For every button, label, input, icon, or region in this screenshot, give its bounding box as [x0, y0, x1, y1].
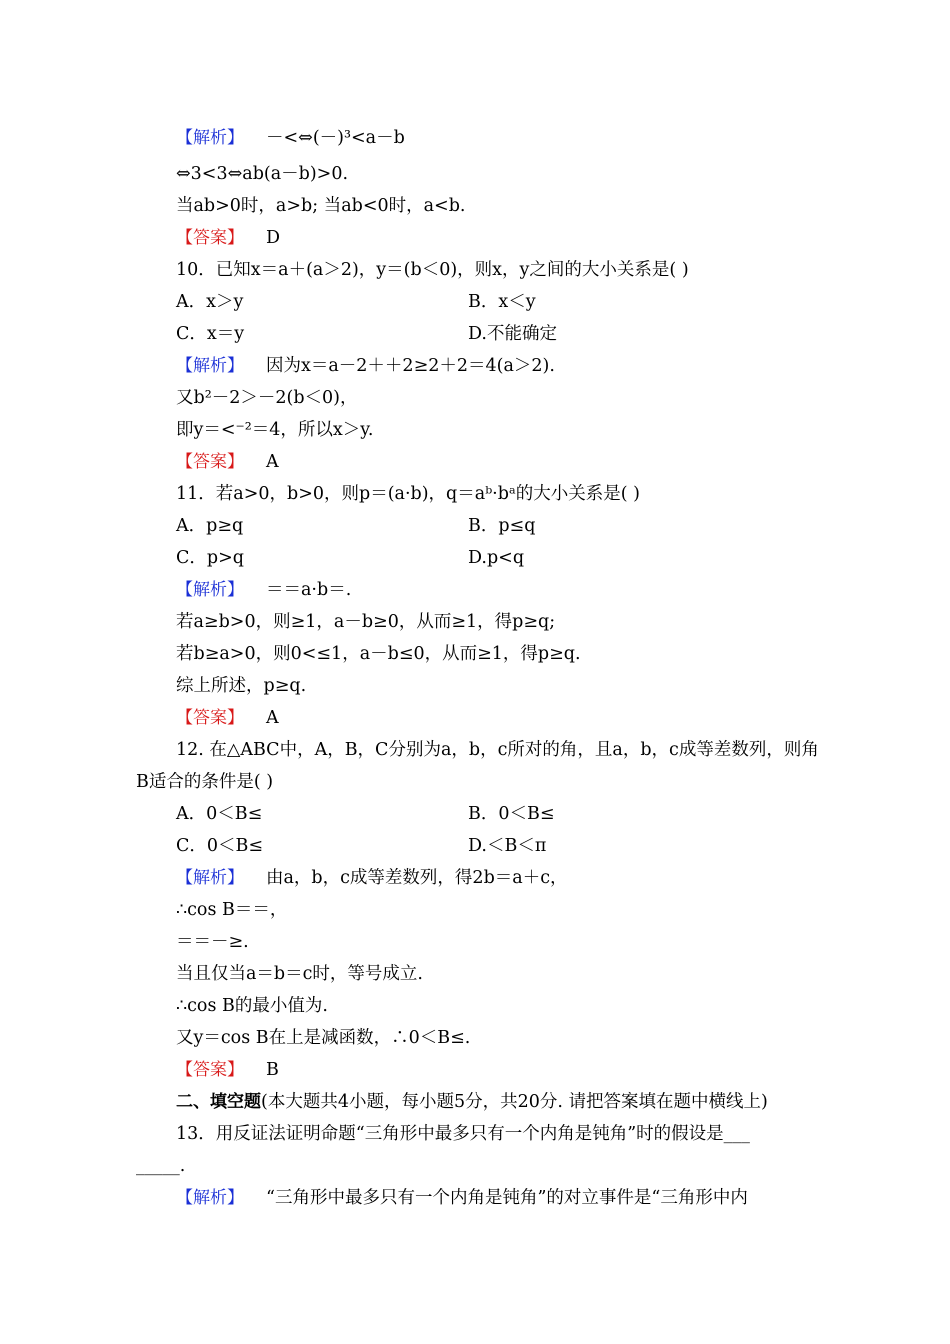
answer-tag: 【答案】: [176, 1060, 244, 1080]
q12-analysis-line: [176, 866, 568, 890]
q12-answer-line: [176, 1058, 279, 1082]
q12-analysis-line-3: ＝＝－≥.: [176, 932, 249, 952]
q10-analysis-line: [176, 354, 555, 378]
q10-analysis-line-3: 即y＝<⁻²＝4，所以x＞y.: [176, 420, 374, 440]
q10-stem: 10．已知x＝a＋(a＞2)，y＝(b＜0)，则x，y之间的大小关系是( ): [176, 260, 689, 280]
q12-option-c: C．0＜B≤: [176, 836, 264, 856]
answer-tag: 【答案】: [176, 228, 244, 248]
q9-analysis-text: －<⇔(－)³<a－b: [266, 128, 405, 148]
q12-analysis-line-4: 当且仅当a＝b＝c时，等号成立.: [176, 964, 423, 984]
analysis-tag: 【解析】: [176, 580, 244, 600]
q11-analysis-line: [176, 578, 351, 602]
q11-analysis-text: ＝＝a·b＝.: [266, 580, 352, 600]
q11-answer-line: [176, 706, 279, 730]
q11-analysis-line-4: 综上所述，p≥q.: [176, 676, 307, 696]
section-heading: [176, 1090, 768, 1114]
q13-analysis-text: “三角形中最多只有一个内角是钝角”的对立事件是“三角形中内: [266, 1188, 748, 1208]
q9-answer: D: [266, 228, 281, 248]
q11-answer: A: [266, 708, 279, 728]
analysis-tag: 【解析】: [176, 1188, 244, 1208]
q12-option-a: A．0＜B≤: [176, 804, 263, 824]
q12-answer: B: [266, 1060, 279, 1080]
q10-analysis-line-2: 又b²－2＞－2(b＜0)，: [176, 388, 358, 408]
analysis-tag: 【解析】: [176, 356, 244, 376]
q12-stem-line-1: 12. 在△ABC中，A，B，C分别为a，b，c所对的角，且a，b，c成等差数列，则角: [176, 740, 819, 760]
q11-option-d: D.p<q: [468, 548, 525, 568]
q12-analysis-text: 由a，b，c成等差数列，得2b＝a＋c，: [266, 868, 568, 888]
q11-option-a: A．p≥q: [176, 516, 244, 536]
analysis-tag: 【解析】: [176, 868, 244, 888]
q10-option-a: A．x＞y: [176, 292, 244, 312]
q10-answer-line: [176, 450, 279, 474]
q12-option-d: D.＜B＜π: [468, 836, 547, 856]
q12-analysis-line-2: ∴cos B＝＝，: [176, 900, 288, 920]
q9-analysis-line-3: 当ab>0时，a>b; 当ab<0时，a<b.: [176, 196, 466, 216]
analysis-tag: 【解析】: [176, 128, 244, 148]
q10-answer: A: [266, 452, 279, 472]
q10-analysis-text: 因为x＝a－2＋＋2≥2＋2＝4(a＞2).: [266, 356, 555, 376]
q13-analysis-line: [176, 1186, 748, 1210]
q11-analysis-line-3: 若b≥a>0，则0<≤1，a－b≤0，从而≥1，得p≥q.: [176, 644, 581, 664]
q12-analysis-line-6: 又y＝cos B在上是减函数，∴0＜B≤.: [176, 1028, 471, 1048]
q11-option-c: C．p>q: [176, 548, 244, 568]
section-title: 二、填空题: [176, 1092, 261, 1112]
q13-stem-line-2: _____.: [136, 1156, 186, 1176]
q11-stem: 11．若a>0，b>0，则p＝(a·b)，q＝aᵇ·bᵃ的大小关系是( ): [176, 484, 640, 504]
q10-option-b: B．x＜y: [468, 292, 536, 312]
q11-option-b: B．p≤q: [468, 516, 536, 536]
answer-tag: 【答案】: [176, 452, 244, 472]
q12-option-b: B．0＜B≤: [468, 804, 555, 824]
q9-analysis-line-2: ⇔3<3⇔ab(a－b)>0.: [176, 164, 349, 184]
q12-stem-line-2: B适合的条件是( ): [136, 772, 274, 792]
q10-option-c: C．x＝y: [176, 324, 245, 344]
q10-option-d: D.不能确定: [468, 324, 557, 344]
q9-analysis-line: [176, 126, 405, 150]
q11-analysis-line-2: 若a≥b>0，则≥1，a－b≥0，从而≥1，得p≥q;: [176, 612, 556, 632]
q13-stem-line-1: 13．用反证法证明命题“三角形中最多只有一个内角是钝角”时的假设是___: [176, 1124, 750, 1144]
q9-answer-line: [176, 226, 280, 250]
answer-tag: 【答案】: [176, 708, 244, 728]
section-description: (本大题共4小题，每小题5分，共20分. 请把答案填在题中横线上): [261, 1092, 768, 1112]
q12-analysis-line-5: ∴cos B的最小值为.: [176, 996, 328, 1016]
